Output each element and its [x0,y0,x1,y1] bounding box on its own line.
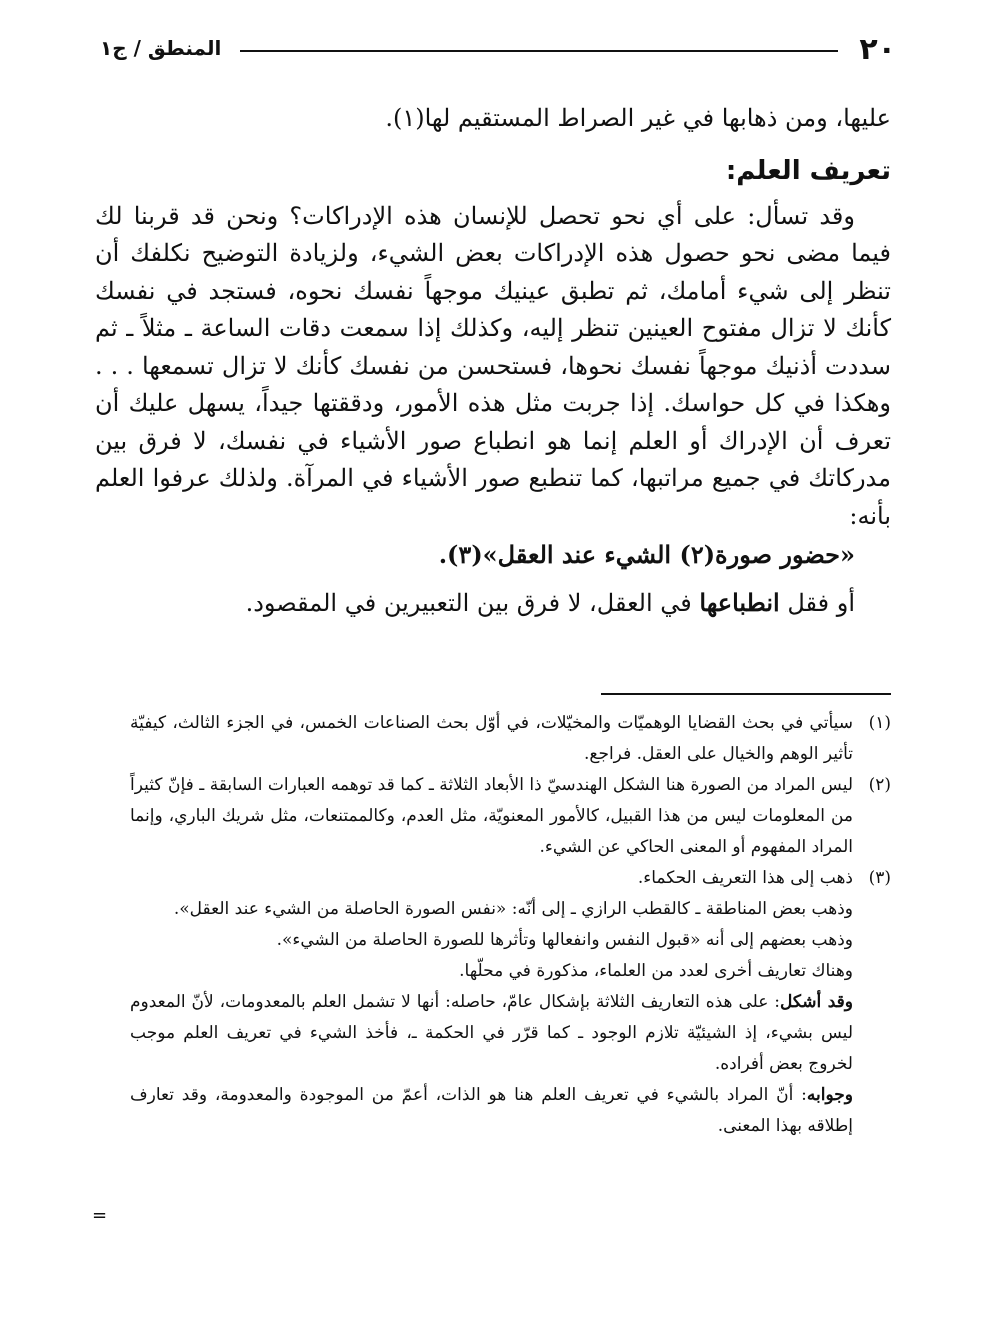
footnote-number: (٢) [868,775,891,795]
alt-lead: أو فقل [779,589,855,617]
page-number: ٢٠ [859,32,896,67]
footnote-3-sub-3: وهناك تعاريف أخرى لعدد من العلماء، مذكورة في محلّها. [459,961,853,981]
alt-rest: في العقل، لا فرق بين التعبيرين في المقصود. [245,589,700,617]
definition-quote: «حضور صورة(٢) الشيء عند العقل»(٣). [438,540,855,569]
footnote-3-sub-1: وذهب بعض المناطقة ـ كالقطب الرازي ـ إلى أنّه: «نفس الصورة الحاصلة من الشيء عند العقل». [173,899,853,919]
header-rule [240,50,838,52]
footnote-1 [130,708,891,770]
continuation-mark: = [92,1205,108,1226]
footnote-number: (١) [868,713,891,733]
footnote-text: ذهب إلى هذا التعريف الحكماء. [637,868,853,888]
footnote-3 [130,863,891,894]
objection-label: وقد أشكل [780,992,853,1012]
alternative-definition [95,581,891,625]
intro-line: عليها، ومن ذهابها في غير الصراط المستقيم لها(١). [385,104,891,132]
footnote-3-objection [130,987,891,1080]
main-text [95,100,891,625]
alt-bold: انطباعها [699,588,780,617]
footnote-text: سيأتي في بحث القضايا الوهميّات والمخيّلات، في أوّل بحث الصناعات الخمس، في الجزء الثالث، كيفيّة تأثير الوهم والخيال على العقل. فراجع. [130,713,853,764]
definition-paragraph: وقد تسأل: على أي نحو تحصل للإنسان هذه الإدراكات؟ ونحن قد قربنا لك فيما مضى نحو حصول هذه الإدراكات بعض الشيء، ولزيادة التوضيح نكلفك أن تنظر إلى شيء أمامك، ثم تطبق عينيك موجهاً نفسك نحوه، فستجد في نفسك كأنك لا تزال مفتوح العينين تنظر إليه، وكذلك إذا سمعت دقات الساعة ـ مثلاً ـ ثم سددت أذنيك موجهاً نفسك نحوها، فستحسن من نفسك كأنك لا تزال تسمعها . . . وهكذا في كل حواسك. إذا جربت مثل هذه الأمور، ودققتها جيداً، يسهل عليك أن تعرف أن الإدراك أو العلم إنما هو انطباع صور الأشياء في نفسك، لا فرق بين مدركاتك في جميع مراتبها، كما تنطبع صور الأشياء في المرآة. ولذلك عرفوا العلم بأنه: [95,201,892,530]
book-title: المنطق / ج١ [100,36,222,60]
answer-label: وجوابه [806,1085,853,1105]
section-title: تعريف العلم: [725,155,891,186]
footnote-rule [601,693,891,695]
objection-text: : على هذه التعاريف الثلاثة بإشكال عامّ، حاصله: أنها لا تشمل العلم بالمعدومات، لأنّ المعدوم ليس بشيء، إذ الشيئيّة تلازم الوجود ـ كما قرّر في الحكمة ـ، فأخذ الشيء في تعريف العلم موجب لخروج بعض أفراده. [130,992,853,1074]
footnote-text: ليس المراد من الصورة هنا الشكل الهندسيّ ذا الأبعاد الثلاثة ـ كما قد توهمه العبارات السابقة ـ فإنّ كثيراً من المعلومات ليس من هذا القبيل، كالأمور المعنويّة، مثل العدم، وكالممتنعات، مثل شريك الباري، وإنما المراد المفهوم أو المعنى الحاكي عن الشيء. [130,775,853,857]
footnotes [130,708,891,1142]
running-head [100,32,896,72]
footnote-3-answer [130,1080,891,1142]
answer-text: : أنّ المراد بالشيء في تعريف العلم هنا هو الذات، أعمّ من الموجودة والمعدومة، وقد تعارف إطلاقه بهذا المعنى. [130,1085,853,1136]
footnote-number: (٣) [868,868,891,888]
footnote-2 [130,770,891,863]
footnote-3-sub-2: وذهب بعضهم إلى أنه «قبول النفس وانفعالها وتأثرها للصورة الحاصلة من الشيء». [276,930,853,950]
